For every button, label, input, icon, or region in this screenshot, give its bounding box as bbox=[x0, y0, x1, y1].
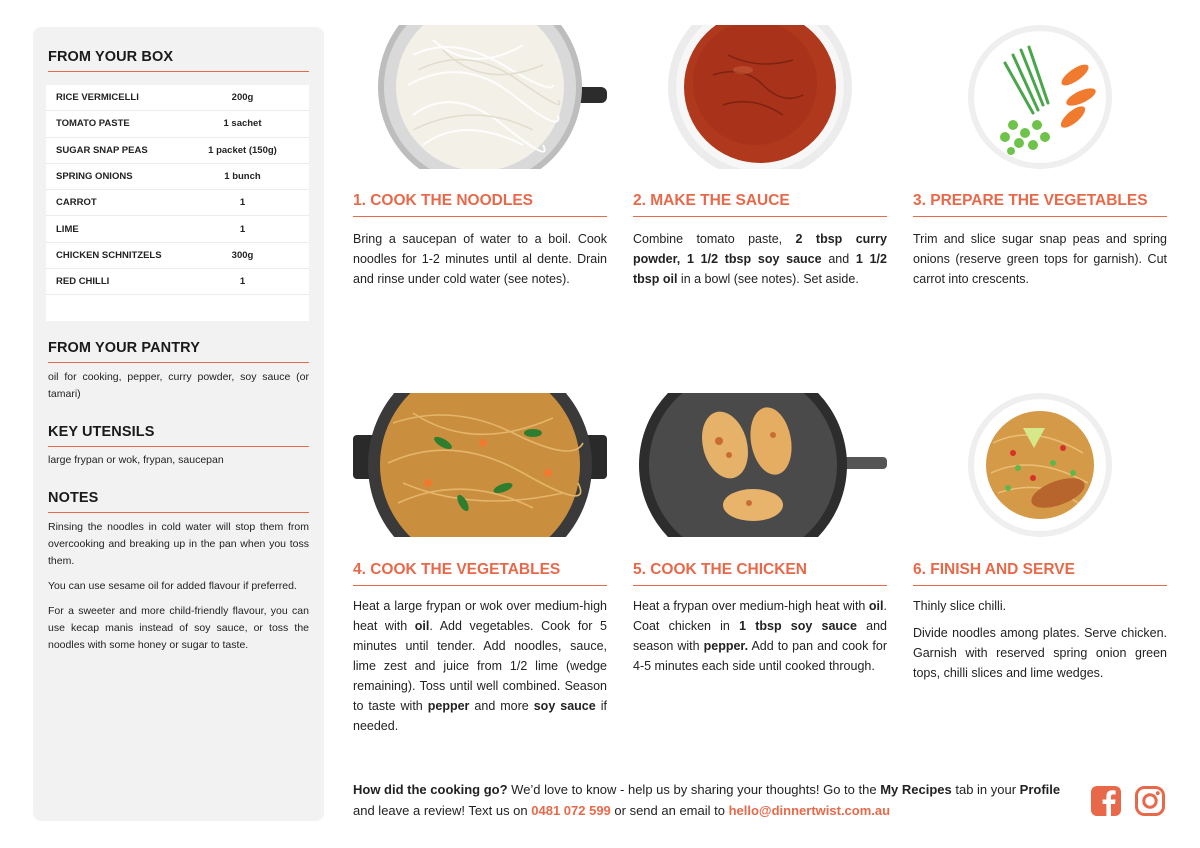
phone-link[interactable]: 0481 072 599 bbox=[531, 803, 611, 818]
ingredient-row bbox=[46, 138, 309, 164]
step-4-text bbox=[353, 596, 607, 736]
text-run: Thinly slice chilli. bbox=[913, 599, 1007, 613]
bold-text-run: pepper bbox=[427, 699, 470, 713]
text-run: Combine tomato paste, bbox=[633, 232, 796, 246]
text-run: . Coat chicken in bbox=[633, 599, 887, 633]
step-1-text bbox=[353, 229, 607, 289]
text-run: and more bbox=[469, 699, 534, 713]
footer-bold-text: Profile bbox=[1019, 782, 1061, 797]
text-run: in a bowl (see notes). Set aside. bbox=[677, 272, 859, 286]
instagram-icon[interactable] bbox=[1134, 785, 1166, 817]
ingredient-row bbox=[46, 164, 309, 190]
step-2-text bbox=[633, 229, 887, 289]
ingredient-quantity: 1 bbox=[239, 197, 246, 209]
footer-bold-text: How did the cooking go? bbox=[353, 782, 508, 797]
footer-text: tab in your bbox=[951, 782, 1020, 797]
text-run: and season with bbox=[633, 619, 887, 653]
ingredient-quantity: 300g bbox=[231, 249, 254, 261]
step-6-text-2: Divide noodles among plates. Serve chicken. Garnish with reserved spring onion green tops, chilli slices and lime wedges. bbox=[913, 626, 1167, 680]
bold-text-run: 1 1/2 tbsp oil bbox=[633, 252, 887, 286]
utensils-text: large frypan or wok, frypan, saucepan bbox=[48, 454, 224, 466]
step-3-image bbox=[913, 25, 1167, 169]
ingredient-name: SUGAR SNAP PEAS bbox=[56, 144, 148, 156]
key-utensils-heading: KEY UTENSILS bbox=[48, 424, 309, 447]
ingredient-row bbox=[46, 216, 309, 242]
feedback-footer bbox=[353, 779, 1073, 821]
bold-text-run: soy sauce bbox=[533, 699, 596, 713]
text-run: if needed. bbox=[353, 699, 607, 733]
ingredient-name: CHICKEN SCHNITZELS bbox=[56, 249, 162, 261]
ingredient-name: CARROT bbox=[56, 197, 97, 209]
text-run: Bring a saucepan of water to a boil. Cook noodles for 1-2 minutes until al dente. Drain and rinse under cold water (see notes). bbox=[353, 232, 607, 286]
ingredients-table bbox=[46, 85, 309, 321]
note-2: You can use sesame oil for added flavour if preferred. bbox=[48, 580, 297, 592]
footer-text: We’d love to know - help us by sharing your thoughts! Go to the bbox=[507, 782, 881, 797]
ingredient-quantity: 1 sachet bbox=[223, 118, 262, 130]
from-your-box-heading: FROM YOUR BOX bbox=[48, 49, 309, 72]
text-run: . Add vegetables. Cook for 5 minutes until tender. Add noodles, sauce, lime zest and juice from 1/2 lime (wedge remaining). Toss until well combined. Season to taste with bbox=[353, 619, 607, 713]
ingredient-name: SPRING ONIONS bbox=[56, 171, 133, 183]
text-run: Heat a large frypan or wok over medium-high heat with bbox=[353, 599, 607, 633]
ingredient-row bbox=[46, 269, 309, 295]
ingredient-row bbox=[46, 190, 309, 216]
ingredient-name: RED CHILLI bbox=[56, 276, 110, 288]
footer-bold-text: My Recipes bbox=[880, 782, 952, 797]
note-1: Rinsing the noodles in cold water will stop them from overcooking and breaking up in the pan when you toss them. bbox=[48, 521, 309, 567]
step-6-image bbox=[913, 393, 1167, 537]
bold-text-run: pepper. bbox=[703, 639, 749, 653]
step-3-title: 3. PREPARE THE VEGETABLES bbox=[913, 192, 1167, 217]
step-6-text bbox=[913, 596, 1167, 616]
step-5-image bbox=[633, 393, 887, 537]
step-4-image bbox=[353, 393, 607, 537]
ingredient-quantity: 1 packet (150g) bbox=[208, 144, 277, 156]
ingredient-name: TOMATO PASTE bbox=[56, 118, 130, 130]
step-2-image bbox=[633, 25, 887, 169]
ingredient-name: RICE VERMICELLI bbox=[56, 92, 139, 104]
ingredient-quantity: 1 bbox=[239, 276, 246, 288]
text-run: Heat a frypan over medium-high heat with bbox=[633, 599, 869, 613]
step-5-title: 5. COOK THE CHICKEN bbox=[633, 561, 887, 586]
pantry-text: oil for cooking, pepper, curry powder, soy sauce (or tamari) bbox=[48, 371, 309, 400]
notes-list bbox=[48, 519, 309, 662]
step-3-text bbox=[913, 229, 1167, 289]
step-5-text bbox=[633, 596, 887, 676]
step-6-title: 6. FINISH AND SERVE bbox=[913, 561, 1167, 586]
ingredient-name: LIME bbox=[56, 223, 79, 235]
ingredient-row bbox=[46, 111, 309, 137]
text-run: Add to pan and cook for 4-5 minutes each side until cooked through. bbox=[633, 639, 887, 673]
ingredient-quantity: 1 bbox=[239, 223, 246, 235]
ingredients-sidebar bbox=[33, 27, 324, 821]
footer-text: or send an email to bbox=[610, 803, 729, 818]
text-run: and bbox=[821, 252, 856, 266]
step-1-image bbox=[353, 25, 607, 169]
step-2-title: 2. MAKE THE SAUCE bbox=[633, 192, 887, 217]
step-1-title: 1. COOK THE NOODLES bbox=[353, 192, 607, 217]
footer-text: and leave a review! Text us on bbox=[353, 803, 532, 818]
text-run: Trim and slice sugar snap peas and spring onions (reserve green tops for garnish). Cut carrot into crescents. bbox=[913, 232, 1167, 286]
facebook-icon[interactable] bbox=[1090, 785, 1122, 817]
ingredient-quantity: 1 bunch bbox=[224, 171, 261, 183]
ingredient-row bbox=[46, 85, 309, 111]
note-3: For a sweeter and more child-friendly flavour, you can use kecap manis instead of soy sauce, or toss the noodles with some honey or sugar to taste. bbox=[48, 605, 309, 651]
ingredient-row bbox=[46, 243, 309, 269]
bold-text-run: oil bbox=[868, 599, 884, 613]
step-4-title: 4. COOK THE VEGETABLES bbox=[353, 561, 607, 586]
ingredient-quantity: 200g bbox=[231, 92, 254, 104]
email-link[interactable]: hello@dinnertwist.com.au bbox=[728, 803, 891, 818]
notes-heading: NOTES bbox=[48, 490, 309, 513]
bold-text-run: oil bbox=[414, 619, 430, 633]
from-your-pantry-heading: FROM YOUR PANTRY bbox=[48, 340, 309, 363]
bold-text-run: 1 tbsp soy sauce bbox=[739, 619, 857, 633]
bold-text-run: 2 tbsp curry powder, 1 1/2 tbsp soy sauce bbox=[633, 232, 887, 266]
